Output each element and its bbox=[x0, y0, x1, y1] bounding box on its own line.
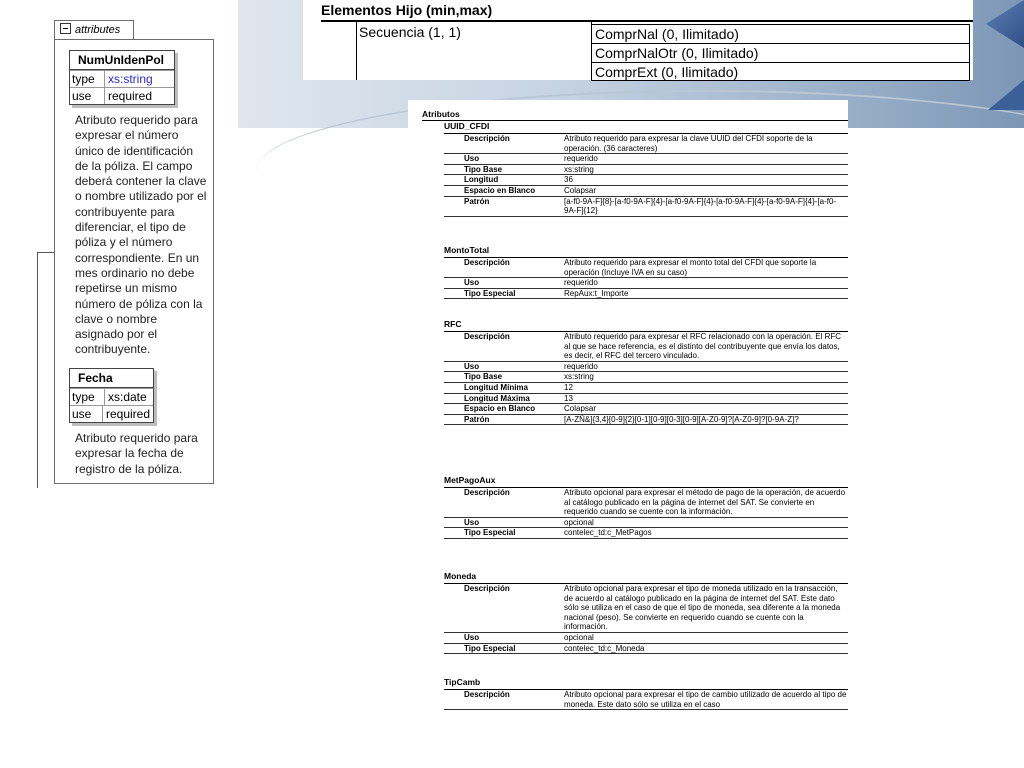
child-elements-table bbox=[303, 0, 973, 80]
table-row bbox=[444, 362, 848, 373]
attribute-use: required bbox=[108, 89, 153, 103]
table-row bbox=[444, 404, 848, 415]
section-name: RFC bbox=[444, 320, 848, 332]
row-value: opcional bbox=[564, 517, 594, 527]
child-element: ComprNalOtr (0, Ilimitado) bbox=[592, 44, 969, 63]
row-value: 13 bbox=[564, 393, 573, 403]
row-value: [A-ZÑ&]{3,4}[0-9]{2}[0-1][0-9][0-3][0-9][A-Z0-9]?[A-Z0-9]?[0-9A-Z]? bbox=[564, 414, 799, 424]
section-rfc bbox=[444, 320, 848, 425]
table-row bbox=[444, 584, 848, 633]
table-row bbox=[444, 528, 848, 539]
row-label: Longitud bbox=[464, 175, 499, 185]
attribute-key: type bbox=[70, 71, 105, 87]
section-moneda bbox=[444, 572, 848, 654]
table-row bbox=[444, 278, 848, 289]
table-row bbox=[444, 372, 848, 383]
row-value: Atributo requerido para expresar el monto total del CFDI que soporte la operación (Incluye IVA en su caso) bbox=[564, 258, 817, 277]
attribute-box-numunidenpol bbox=[69, 50, 175, 105]
connector-line bbox=[37, 252, 38, 488]
row-label: Tipo Base bbox=[464, 164, 503, 174]
row-label: Tipo Especial bbox=[464, 643, 516, 653]
row-value: requerido bbox=[564, 278, 598, 288]
row-label: Uso bbox=[464, 517, 480, 527]
row-label: Descripción bbox=[464, 332, 510, 341]
row-value: Atributo opcional para expresar el tipo de moneda utilizado en la transacción, de acuerdo al catálogo publicado en la página de internet del SAT. Este dato sólo se utiliza en el caso de que el tipo de moneda, sea diferente a la moneda nacional (peso). Se convierte en requerido cuando se cuente con la información. bbox=[564, 584, 841, 632]
row-value: xs:string bbox=[564, 372, 594, 382]
attribute-use: required bbox=[105, 407, 150, 421]
section-montototal bbox=[444, 246, 848, 299]
doc-header: Atributos bbox=[422, 109, 460, 119]
table-row bbox=[444, 488, 848, 518]
attribute-description: Atributo requerido para expresar la fecha de registro de la póliza. bbox=[75, 431, 198, 476]
row-value: [a-f0-9A-F]{8}-[a-f0-9A-F]{4}-[a-f0-9A-F]{4}-[a-f0-9A-F]{4}-[a-f0-9A-F]{4}-[a-f0-9A-F]{12} bbox=[564, 196, 837, 216]
row-label: Tipo Especial bbox=[464, 288, 516, 298]
connector-line bbox=[37, 252, 54, 253]
row-label: Uso bbox=[464, 632, 480, 642]
attribute-key: use bbox=[70, 88, 105, 104]
row-value: RepAux:t_Importe bbox=[564, 288, 629, 298]
attributes-tab-label: attributes bbox=[75, 24, 121, 36]
row-value: Colapsar bbox=[564, 185, 597, 195]
section-name: Moneda bbox=[444, 572, 848, 584]
row-label: Uso bbox=[464, 278, 480, 288]
attribute-name: NumUnIdenPol bbox=[70, 51, 174, 70]
row-value: Colapsar bbox=[564, 404, 597, 414]
table-row bbox=[444, 332, 848, 362]
row-label: Patrón bbox=[464, 414, 490, 424]
table-row bbox=[444, 394, 848, 405]
row-value: opcional bbox=[564, 632, 594, 642]
section-name: MontoTotal bbox=[444, 246, 848, 258]
table-row bbox=[444, 289, 848, 300]
row-value: Atributo opcional para expresar el método de pago de la operación, de acuerdo al catálogo publicado en la página de internet del SAT. Se convierte en requerido cuando se cuente con la información. bbox=[564, 488, 846, 517]
row-label: Longitud Máxima bbox=[464, 393, 530, 403]
sequence-label: Secuencia (1, 1) bbox=[359, 24, 461, 40]
section-uuid-cfdi bbox=[444, 122, 848, 217]
table-row bbox=[444, 690, 848, 710]
section-tipcamb bbox=[444, 678, 848, 710]
section-name: MetPagoAux bbox=[444, 476, 848, 488]
table-row bbox=[444, 258, 848, 278]
attribute-description: Atributo requerido para expresar el número único de identificación de la póliza. El campo deberá contener la clave o nombre utilizado por el contribuyente para diferenciar, el tipo de póliza y el número correspondiente. En un mes ordinario no debe repetirse un mismo número de póliza con la clave o nombre asignado por el contribuyente. bbox=[75, 113, 207, 357]
row-value: contelec_td:c_Moneda bbox=[564, 643, 645, 653]
row-value: Atributo opcional para expresar el tipo de cambio utilizado de acuerdo al tipo de moneda. Este dato sólo se utiliza en el caso bbox=[564, 690, 847, 709]
child-element: ComprNal (0, Ilimitado) bbox=[592, 25, 969, 44]
section-name: TipCamb bbox=[444, 678, 848, 690]
table-row bbox=[444, 644, 848, 655]
table-row bbox=[444, 134, 848, 154]
table-row bbox=[444, 383, 848, 394]
attribute-name: Fecha bbox=[70, 369, 153, 388]
row-label: Descripción bbox=[464, 488, 510, 497]
row-value: 12 bbox=[564, 382, 573, 392]
table-row bbox=[444, 415, 848, 426]
row-label: Espacio en Blanco bbox=[464, 185, 536, 195]
attribute-type: xs:string bbox=[108, 72, 153, 86]
row-value: Atributo requerido para expresar el RFC relacionado con la operación. El RFC al que se hace referencia, es el distinto del contribuyente que envía los datos, es decir, el RFC del tercero vinculado. bbox=[564, 332, 842, 361]
row-value: requerido bbox=[564, 154, 598, 164]
attribute-key: type bbox=[70, 389, 105, 405]
row-label: Uso bbox=[464, 154, 480, 164]
attribute-box-fecha bbox=[69, 368, 154, 423]
row-label: Descripción bbox=[464, 584, 510, 593]
row-label: Espacio en Blanco bbox=[464, 404, 536, 414]
collapse-icon[interactable] bbox=[60, 23, 71, 34]
attribute-key: use bbox=[70, 406, 103, 422]
row-label: Tipo Base bbox=[464, 372, 503, 382]
attribute-type: xs:date bbox=[108, 390, 147, 404]
table-row bbox=[444, 518, 848, 529]
child-element: ComprExt (0, Ilimitado) bbox=[595, 64, 739, 80]
section-metpagoaux bbox=[444, 476, 848, 539]
row-value: requerido bbox=[564, 361, 598, 371]
row-label: Uso bbox=[464, 361, 480, 371]
row-value: Atributo requerido para expresar la clave UUID del CFDI soporte de la operación. (36 caracteres) bbox=[564, 134, 813, 153]
section-name: UUID_CFDI bbox=[444, 122, 848, 134]
attributes-tab[interactable] bbox=[54, 20, 134, 40]
row-label: Descripción bbox=[464, 690, 510, 699]
table-row bbox=[444, 633, 848, 644]
row-label: Patrón bbox=[464, 196, 490, 206]
table-row bbox=[444, 165, 848, 176]
row-value: contelec_td:c_MetPagos bbox=[564, 528, 652, 538]
row-label: Tipo Especial bbox=[464, 528, 516, 538]
children-list bbox=[591, 24, 970, 81]
table-title: Elementos Hijo (min,max) bbox=[321, 2, 493, 18]
table-border bbox=[356, 22, 357, 80]
row-label: Descripción bbox=[464, 258, 510, 267]
table-row bbox=[444, 154, 848, 165]
row-label: Descripción bbox=[464, 134, 510, 143]
row-value: xs:string bbox=[564, 164, 594, 174]
attributes-spec-document bbox=[408, 100, 848, 768]
table-row bbox=[444, 197, 848, 217]
table-row bbox=[444, 186, 848, 197]
row-value: 36 bbox=[564, 175, 573, 185]
table-row bbox=[444, 175, 848, 186]
row-label: Longitud Mínima bbox=[464, 382, 528, 392]
table-rule bbox=[321, 20, 973, 22]
